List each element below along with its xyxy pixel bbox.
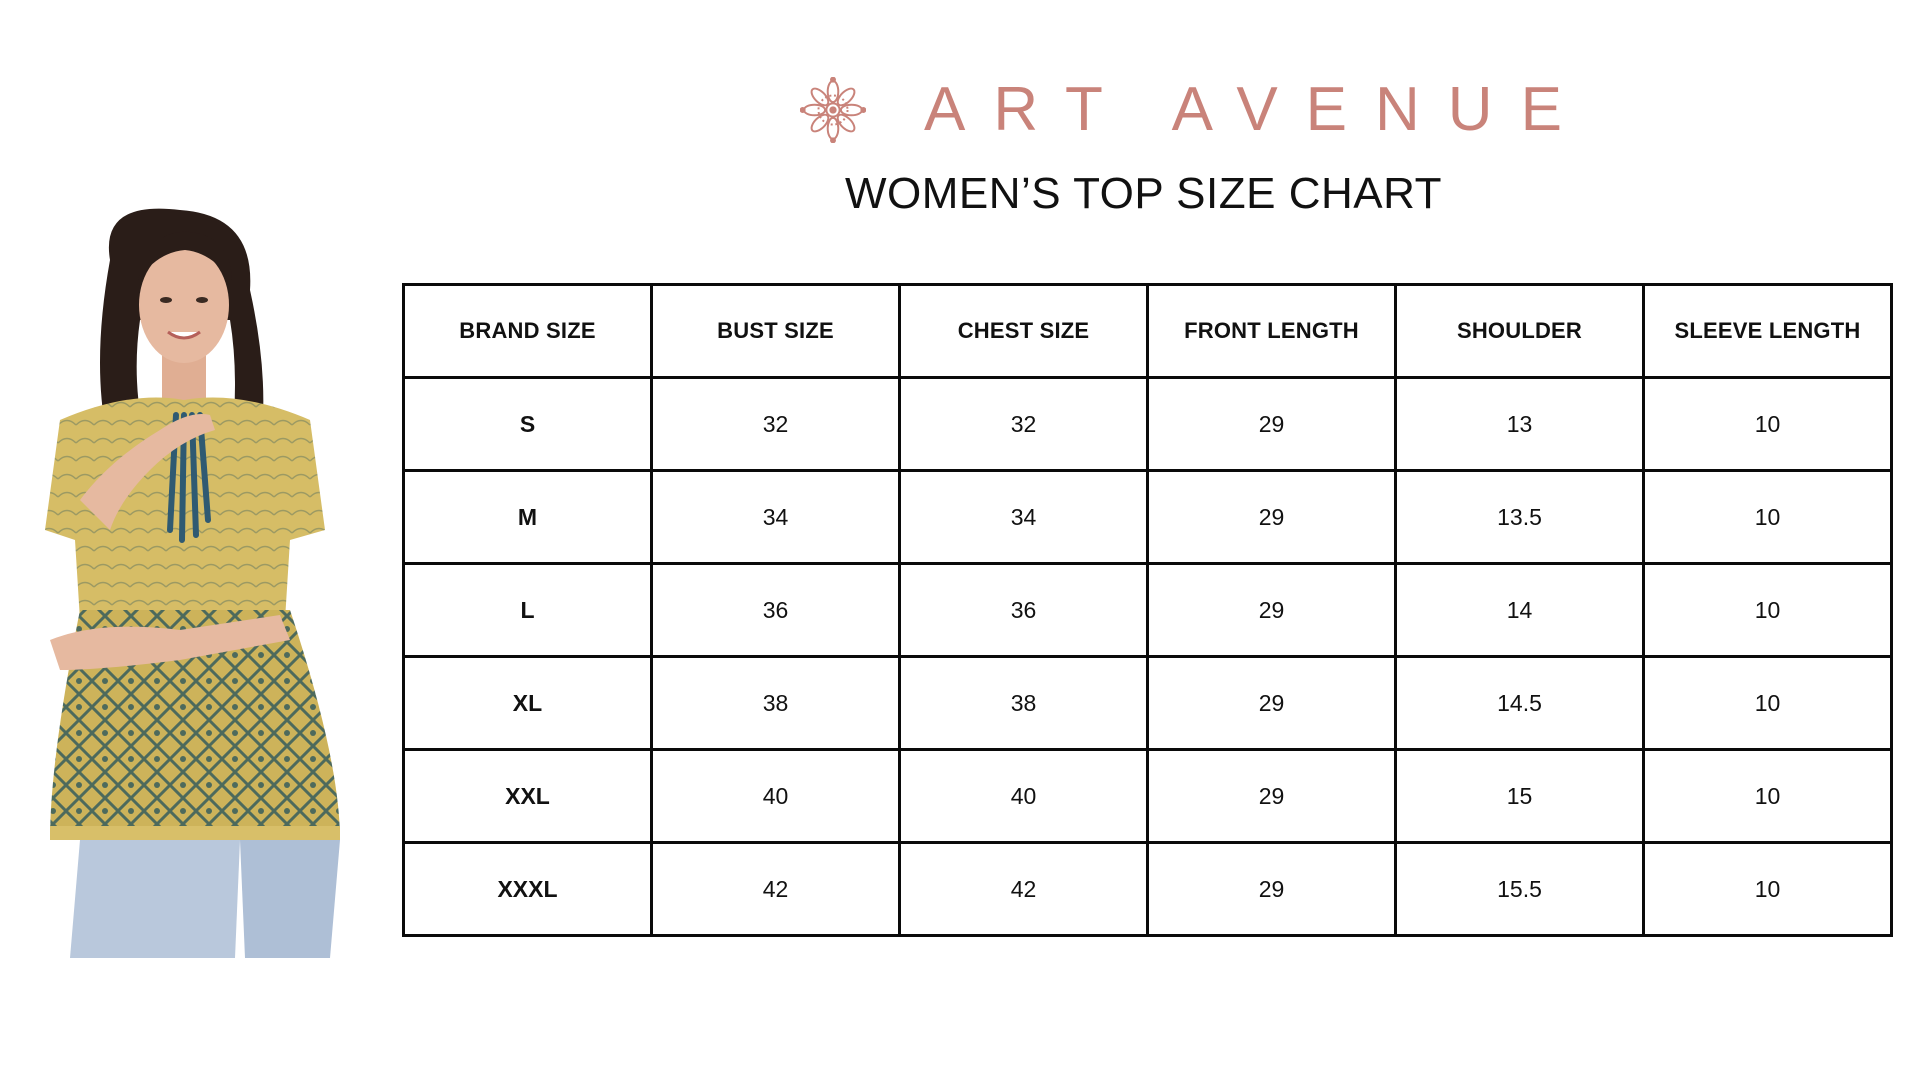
chest-value: 34	[900, 471, 1148, 564]
bust-value: 36	[652, 564, 900, 657]
header-sleeve-length: SLEEVE LENGTH	[1644, 285, 1892, 378]
mandala-logo-icon	[800, 77, 866, 143]
header-brand-size: BRAND SIZE	[404, 285, 652, 378]
shoulder-value: 13.5	[1396, 471, 1644, 564]
shoulder-value: 14.5	[1396, 657, 1644, 750]
chest-value: 38	[900, 657, 1148, 750]
table-row	[404, 471, 1892, 564]
front-length-value: 29	[1148, 564, 1396, 657]
header-chest-size: CHEST SIZE	[900, 285, 1148, 378]
shoulder-value: 13	[1396, 378, 1644, 471]
size-label: XXXL	[404, 843, 652, 936]
sleeve-length-value: 10	[1644, 657, 1892, 750]
table-row	[404, 750, 1892, 843]
table-row	[404, 843, 1892, 936]
chest-value: 40	[900, 750, 1148, 843]
size-label: XL	[404, 657, 652, 750]
shoulder-value: 14	[1396, 564, 1644, 657]
chest-value: 42	[900, 843, 1148, 936]
model-figure-image	[40, 200, 380, 958]
size-label: L	[404, 564, 652, 657]
size-label: M	[404, 471, 652, 564]
front-length-value: 29	[1148, 843, 1396, 936]
model-photo	[40, 200, 380, 958]
shoulder-value: 15.5	[1396, 843, 1644, 936]
header-shoulder: SHOULDER	[1396, 285, 1644, 378]
table-row	[404, 657, 1892, 750]
front-length-value: 29	[1148, 750, 1396, 843]
page-title: WOMEN’S TOP SIZE CHART	[845, 169, 1442, 218]
table-row	[404, 378, 1892, 471]
front-length-value: 29	[1148, 657, 1396, 750]
sleeve-length-value: 10	[1644, 843, 1892, 936]
bust-value: 38	[652, 657, 900, 750]
sleeve-length-value: 10	[1644, 750, 1892, 843]
chest-value: 32	[900, 378, 1148, 471]
front-length-value: 29	[1148, 378, 1396, 471]
sleeve-length-value: 10	[1644, 564, 1892, 657]
size-label: S	[404, 378, 652, 471]
brand-header	[800, 74, 1590, 146]
bust-value: 40	[652, 750, 900, 843]
sleeve-length-value: 10	[1644, 471, 1892, 564]
bust-value: 42	[652, 843, 900, 936]
header-bust-size: BUST SIZE	[652, 285, 900, 378]
shoulder-value: 15	[1396, 750, 1644, 843]
size-chart-table	[402, 283, 1893, 937]
bust-value: 32	[652, 378, 900, 471]
chest-value: 36	[900, 564, 1148, 657]
bust-value: 34	[652, 471, 900, 564]
header-front-length: FRONT LENGTH	[1148, 285, 1396, 378]
size-label: XXL	[404, 750, 652, 843]
brand-name: ART AVENUE	[924, 75, 1590, 144]
sleeve-length-value: 10	[1644, 378, 1892, 471]
table-row	[404, 564, 1892, 657]
front-length-value: 29	[1148, 471, 1396, 564]
table-header-row	[404, 285, 1892, 378]
